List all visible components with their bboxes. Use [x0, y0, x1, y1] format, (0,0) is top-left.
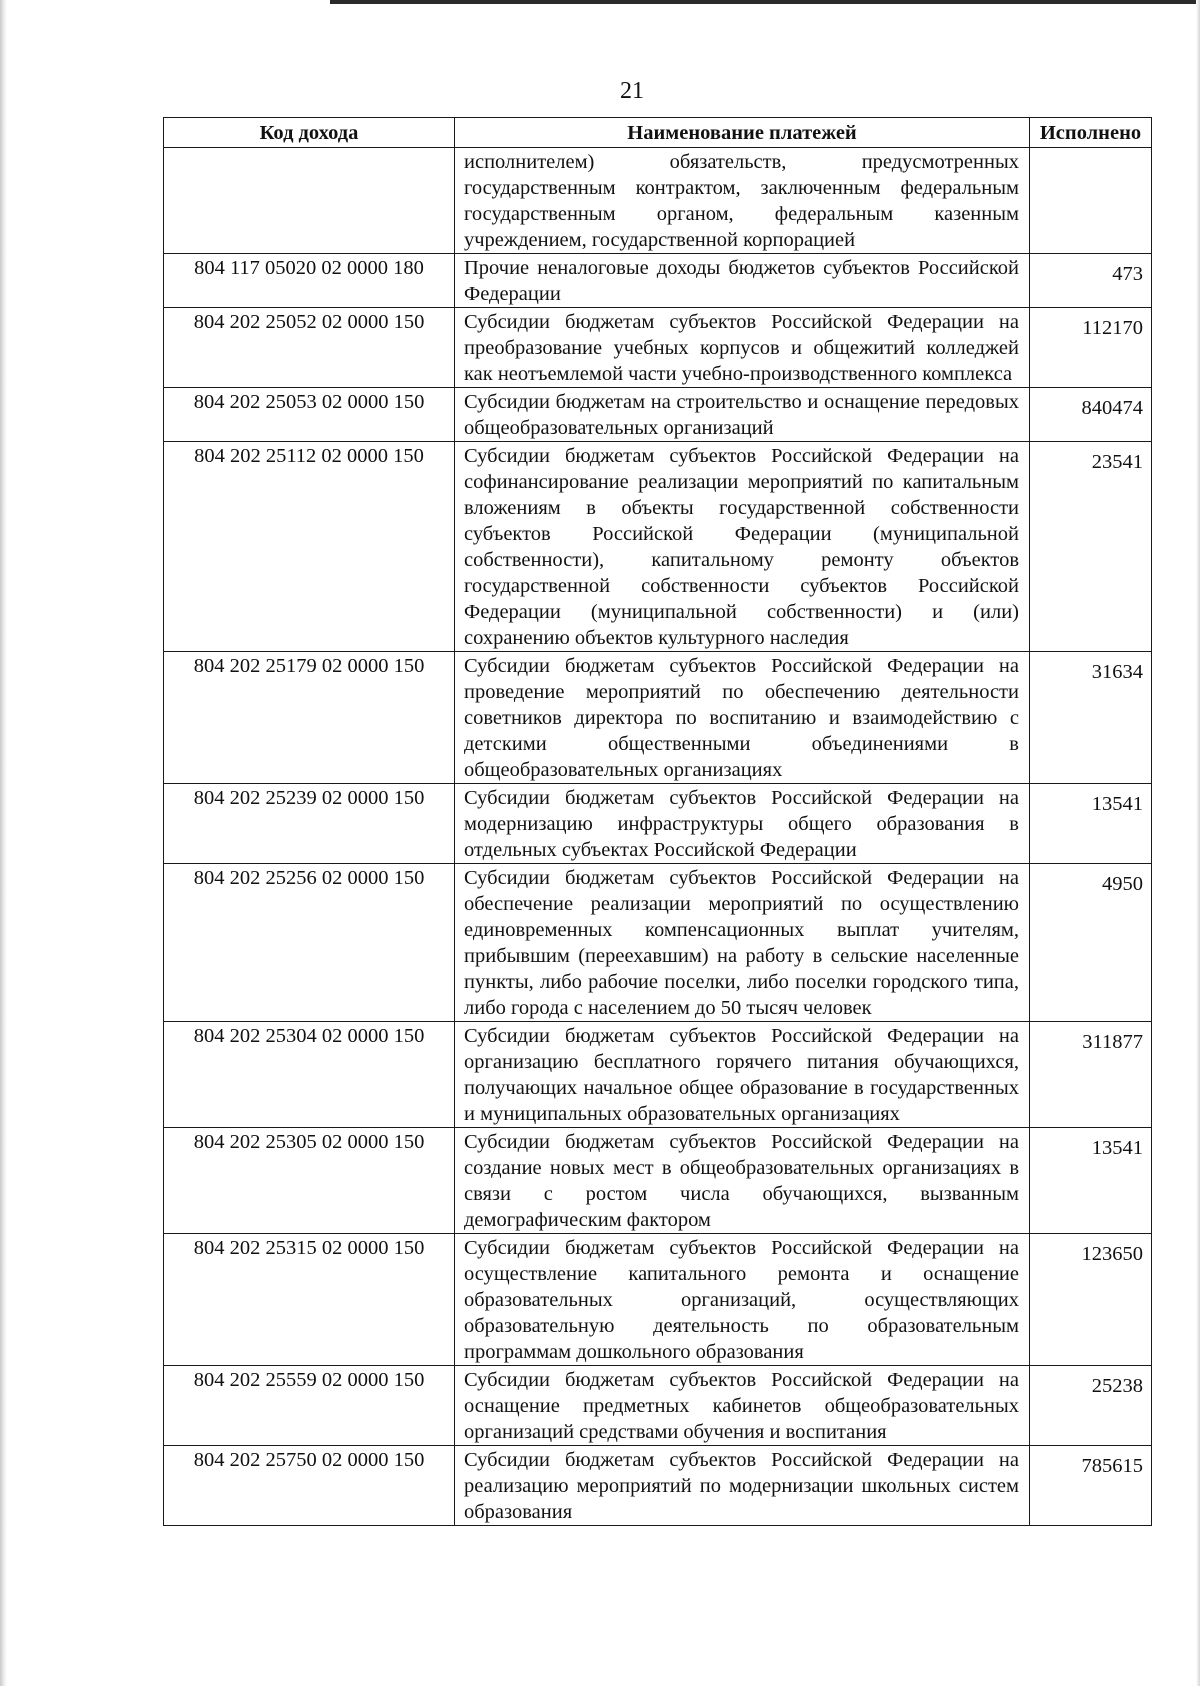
table-row — [164, 148, 1152, 254]
header-executed: Исполнено — [1030, 118, 1152, 148]
page-top-edge — [330, 0, 1200, 4]
table-row — [164, 1022, 1152, 1128]
revenue-table — [163, 117, 1152, 1526]
payment-name: Субсидии бюджетам субъектов Российской Федерации на организацию бесплатного горячего питания обучающихся, получающих начальное общее образование в государственных и муниципальных образовательных организациях — [455, 1022, 1030, 1128]
revenue-table-container — [163, 117, 1151, 1526]
table-row — [164, 652, 1152, 784]
page-number: 21 — [620, 78, 644, 104]
payment-name: исполнителем) обязательств, предусмотренных государственным контрактом, заключенным федеральным государственным органом, федеральным казенным учреждением, государственной корпорацией — [455, 148, 1030, 254]
executed-amount: 311877 — [1030, 1022, 1152, 1128]
payment-name: Субсидии бюджетам на строительство и оснащение передовых общеобразовательных организаций — [455, 388, 1030, 442]
income-code: 804 202 25315 02 0000 150 — [164, 1234, 455, 1366]
income-code: 804 202 25053 02 0000 150 — [164, 388, 455, 442]
executed-amount: 123650 — [1030, 1234, 1152, 1366]
table-row — [164, 254, 1152, 308]
income-code: 804 202 25305 02 0000 150 — [164, 1128, 455, 1234]
payment-name: Субсидии бюджетам субъектов Российской Федерации на модернизацию инфраструктуры общего образования в отдельных субъектах Российской Федерации — [455, 784, 1030, 864]
page-right-edge — [1196, 0, 1200, 1686]
payment-name: Субсидии бюджетам субъектов Российской Федерации на реализацию мероприятий по модернизации школьных систем образования — [455, 1446, 1030, 1526]
executed-amount: 23541 — [1030, 442, 1152, 652]
executed-amount: 473 — [1030, 254, 1152, 308]
table-header-row — [164, 118, 1152, 148]
table-row — [164, 442, 1152, 652]
income-code: 804 202 25112 02 0000 150 — [164, 442, 455, 652]
executed-amount: 4950 — [1030, 864, 1152, 1022]
header-code: Код дохода — [164, 118, 455, 148]
income-code: 804 202 25052 02 0000 150 — [164, 308, 455, 388]
income-code: 804 202 25559 02 0000 150 — [164, 1366, 455, 1446]
table-row — [164, 784, 1152, 864]
executed-amount: 31634 — [1030, 652, 1152, 784]
income-code: 804 117 05020 02 0000 180 — [164, 254, 455, 308]
table-row — [164, 1446, 1152, 1526]
executed-amount: 112170 — [1030, 308, 1152, 388]
executed-amount: 13541 — [1030, 1128, 1152, 1234]
executed-amount: 13541 — [1030, 784, 1152, 864]
income-code: 804 202 25750 02 0000 150 — [164, 1446, 455, 1526]
header-name: Наименование платежей — [455, 118, 1030, 148]
income-code: 804 202 25239 02 0000 150 — [164, 784, 455, 864]
page-edge-shadow — [0, 0, 7, 1686]
payment-name: Субсидии бюджетам субъектов Российской Федерации на осуществление капитального ремонта и оснащение образовательных организаций, осуществляющих образовательную деятельность по образовательным программам дошкольного образования — [455, 1234, 1030, 1366]
income-code: 804 202 25179 02 0000 150 — [164, 652, 455, 784]
table-row — [164, 1234, 1152, 1366]
payment-name: Прочие неналоговые доходы бюджетов субъектов Российской Федерации — [455, 254, 1030, 308]
table-row — [164, 864, 1152, 1022]
executed-amount: 840474 — [1030, 388, 1152, 442]
payment-name: Субсидии бюджетам субъектов Российской Федерации на обеспечение реализации мероприятий по осуществлению единовременных компенсационных выплат учителям, прибывшим (переехавшим) на работу в сельские населенные пункты, либо рабочие поселки, либо поселки городского типа, либо города с населением до 50 тысяч человек — [455, 864, 1030, 1022]
payment-name: Субсидии бюджетам субъектов Российской Федерации на проведение мероприятий по обеспечению деятельности советников директора по воспитанию и взаимодействию с детскими общественными объединениями в общеобразовательных организациях — [455, 652, 1030, 784]
income-code — [164, 148, 455, 254]
executed-amount — [1030, 148, 1152, 254]
payment-name: Субсидии бюджетам субъектов Российской Федерации на оснащение предметных кабинетов общеобразовательных организаций средствами обучения и воспитания — [455, 1366, 1030, 1446]
table-row — [164, 1366, 1152, 1446]
table-row — [164, 1128, 1152, 1234]
table-row — [164, 388, 1152, 442]
income-code: 804 202 25304 02 0000 150 — [164, 1022, 455, 1128]
table-row — [164, 308, 1152, 388]
payment-name: Субсидии бюджетам субъектов Российской Федерации на создание новых мест в общеобразовательных организациях в связи с ростом числа обучающихся, вызванным демографическим фактором — [455, 1128, 1030, 1234]
payment-name: Субсидии бюджетам субъектов Российской Федерации на преобразование учебных корпусов и общежитий колледжей как неотъемлемой части учебно-производственного комплекса — [455, 308, 1030, 388]
income-code: 804 202 25256 02 0000 150 — [164, 864, 455, 1022]
executed-amount: 25238 — [1030, 1366, 1152, 1446]
executed-amount: 785615 — [1030, 1446, 1152, 1526]
payment-name: Субсидии бюджетам субъектов Российской Федерации на софинансирование реализации мероприятий по капитальным вложениям в объекты государственной собственности субъектов Российской Федерации (муниципальной собственности), капитальному ремонту объектов государственной собственности субъектов Российской Федерации (муниципальной собственности) и (или) сохранению объектов культурного наследия — [455, 442, 1030, 652]
